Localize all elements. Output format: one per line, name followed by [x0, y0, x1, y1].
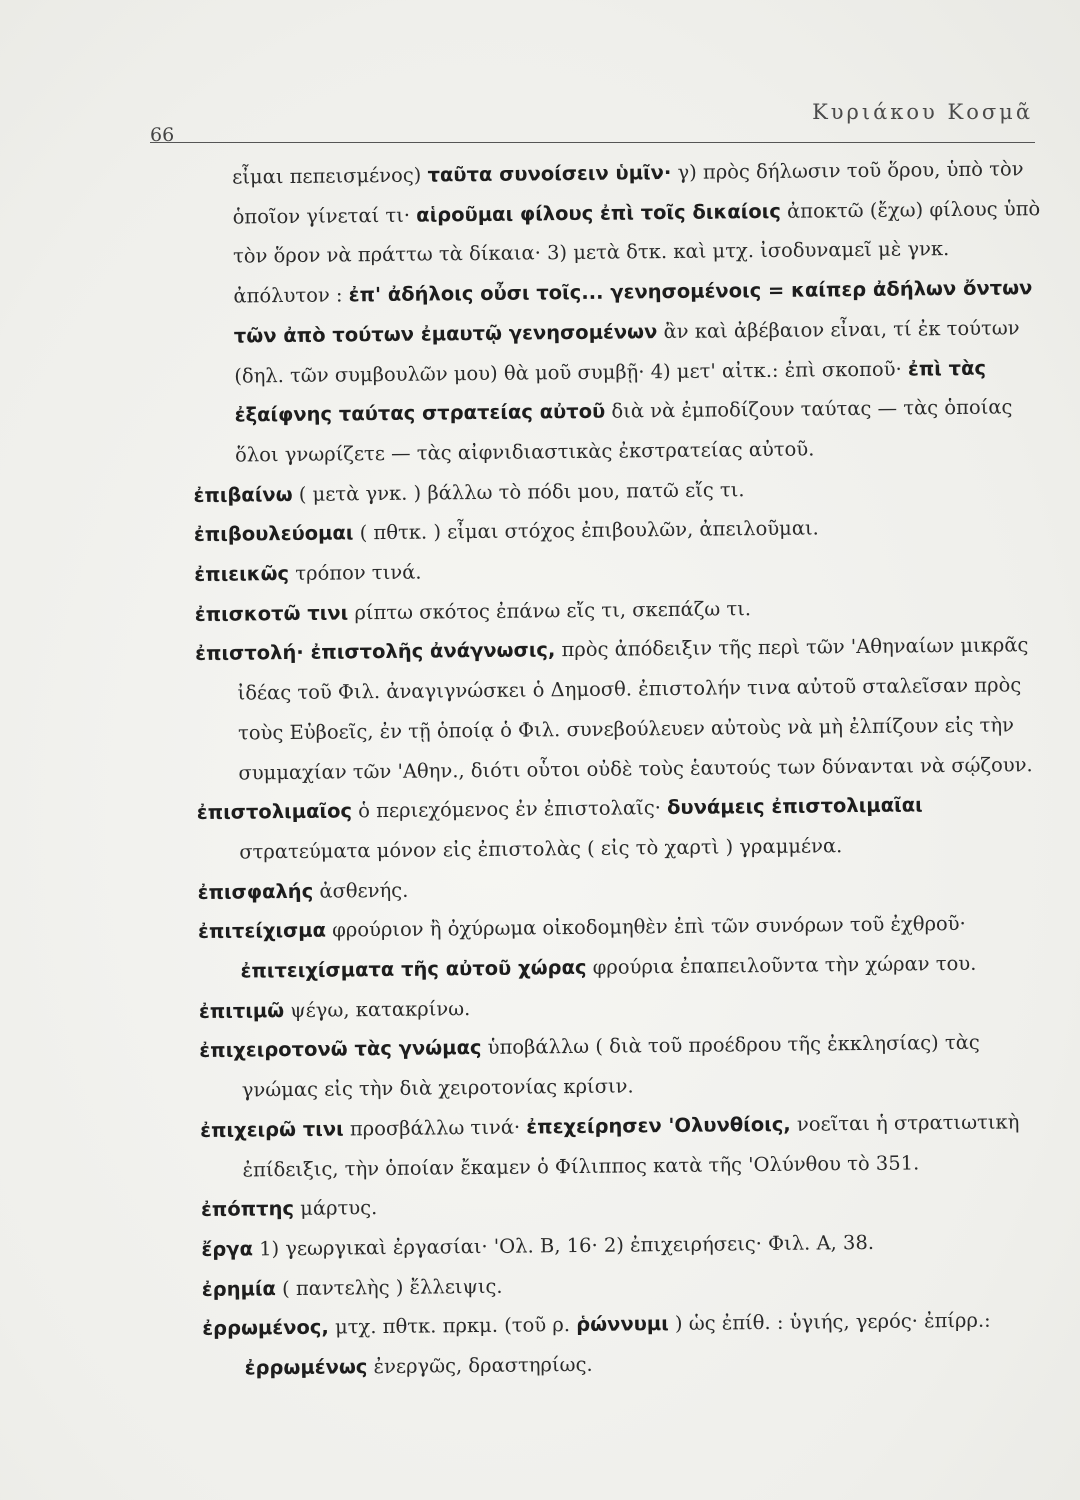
definition: νοεῖται ἡ στρατιωτικὴ ἐπίδειξις, τὴν ὁποίαν ἔκαμεν ὁ Φίλιππος κατὰ τῆς 'Ολύνθου τὸ 351.	[242, 1110, 1020, 1182]
headword: ἐπιτιμῶ	[198, 998, 285, 1023]
page-number: 66	[150, 124, 175, 146]
phrase: δυνάμεις ἐπιστολιμαῖαι	[666, 793, 923, 820]
definition: φρούρια ἐπαπειλοῦντα τὴν χώραν του.	[586, 951, 977, 979]
page-header	[150, 98, 1035, 146]
phrase: ἐρρωμένως	[244, 1355, 368, 1380]
definition: ρίπτω σκότος ἐπάνω εἴς τι, σκεπάζω τι.	[348, 596, 752, 625]
definition: 1) γεωργικαὶ ἐργασίαι· 'Ολ. Β, 16· 2) ἐπιχειρήσεις· Φιλ. Α, 38.	[252, 1230, 875, 1261]
definition: ὁ περιεχόμενος ἐν ἐπιστολαῖς·	[351, 796, 668, 823]
segment: διὰ νὰ ἐμποδίζουν ταύτας — τὰς ὁποίας ὅλοι γνωρίζετε — τὰς αἰφνιδιαστικὰς ἐκστρατείας αὐτοῦ.	[234, 395, 1013, 467]
definition: ψέγω, κατακρίνω.	[284, 996, 471, 1022]
phrase: ἐπὶ τὰς ἐξαίφνης ταύτας στρατείας αὐτοῦ	[234, 356, 987, 427]
entry-epiteichisma	[198, 903, 1049, 991]
headword: ἐρρωμένος,	[202, 1316, 329, 1341]
definition: στρατεύματα μόνον εἰς ἐπιστολὰς ( εἰς τὸ χαρτὶ ) γραμμένα.	[239, 834, 843, 864]
phrase: ἐπ' ἀδήλοις οὖσι τοῖς... γενησομένοις = καίπερ ἀδήλων ὄντων τῶν ἀπὸ τούτων ἐμαυτῷ γενησομένων	[233, 276, 1033, 348]
segment: γ) πρὸς δήλωσιν τοῦ ὅρου, ὑπὸ τὸν ὁποῖον γίνεταί τι·	[232, 157, 1024, 229]
definition: φρούριον ἢ ὀχύρωμα οἰκοδομηθὲν ἐπὶ τῶν συνόρων τοῦ ἐχθροῦ·	[325, 912, 966, 942]
headword: ἐπισφαλής	[197, 879, 314, 904]
segment: ἂν καὶ ἀβέβαιον εἶναι, τί ἐκ τούτων (δηλ. τῶν συμβουλῶν μου) θὰ μοῦ συμβῇ· 4) μετ' αἰτκ.: ἐπὶ σκοποῦ·	[234, 316, 1020, 388]
definition: ( παντελὴς ) ἔλλειψις.	[275, 1274, 503, 1300]
definition: πρὸς ἀπόδειξιν τῆς περὶ τῶν 'Αθηναίων μικρᾶς ἰδέας τοῦ Φιλ. ἀναγιγνώσκει ὁ Δημοσθ. ἐπιστολήν τινα αὐτοῦ σταλεῖσαν πρὸς τοὺς Εὐβοεῖς, ἐν τῇ ὁποίᾳ ὁ Φιλ. συνεβούλευεν αὐτοὺς νὰ μὴ ἐλπίζουν εἰς τὴν συμμαχίαν τῶν 'Αθην., διότι οὗτοι οὐδὲ τοὺς ἑαυτούς των δύνανται νὰ σῴζουν.	[237, 633, 1033, 785]
glossary-body	[190, 149, 1053, 1389]
headword: ἐπιτείχισμα	[197, 918, 327, 944]
definition: προσβάλλω τινά·	[343, 1115, 527, 1141]
definition: τρόπον τινά.	[288, 560, 422, 586]
segment: ἀποκτῶ (ἔχω) φίλους ὑπὸ τὸν ὅρον νὰ πράττω τὰ δίκαια· 3) μετὰ δτκ. καὶ μτχ. ἰσοδυναμεῖ μὲ γνκ. ἀπόλυτον :	[232, 196, 1041, 308]
phrase: ῥώννυμι	[576, 1312, 669, 1337]
definition: ἀσθενής.	[313, 878, 409, 903]
phrase: ταῦτα συνοίσειν ὑμῖν·	[427, 160, 672, 187]
entry-epicheirotono	[199, 1023, 1050, 1111]
definition: ὑποβάλλω ( διὰ τοῦ προέδρου τῆς ἐκκλησίας) τὰς γνώμας εἰς τὴν διὰ χειροτονίας κρίσιν.	[241, 1031, 980, 1102]
headword: ἔργα	[201, 1237, 254, 1261]
definition: ) ὡς ἐπίθ. : ὑγιής, γερός· ἐπίρρ.:	[668, 1309, 991, 1336]
headword: ἐπόπτης	[200, 1197, 295, 1222]
continuation-paragraph	[190, 149, 1043, 476]
phrase: αἱροῦμαι φίλους ἐπὶ τοῖς δικαίοις	[416, 199, 781, 227]
headword: ἐπισκοτῶ τινι	[194, 601, 349, 626]
headword: ἐπιχειροτονῶ τὰς γνώμας	[199, 1036, 482, 1063]
definition: ( πθτκ. ) εἶμαι στόχος ἐπιβουλῶν, ἀπειλοῦμαι.	[353, 516, 819, 545]
phrase: ἐπεχείρησεν 'Ολυνθίοις,	[526, 1112, 791, 1139]
headword: ἐπιχειρῶ τινι	[200, 1117, 344, 1142]
running-head: Κυριάκου Κοσμᾶ	[812, 100, 1033, 124]
segment: εἶμαι πεπεισμένος)	[232, 163, 428, 189]
headword: ἐπιβουλεύομαι	[193, 521, 354, 547]
definition: μάρτυς.	[293, 1196, 378, 1221]
entry-epicheiro	[200, 1102, 1051, 1190]
headword: ἐπιβαίνω	[193, 482, 293, 507]
headword: ἐπιστολιμαῖος	[196, 799, 353, 825]
phrase: ἐπιτειχίσματα τῆς αὐτοῦ χώρας	[240, 955, 587, 983]
definition: μτχ. πθτκ. πρκμ. (τοῦ ρ.	[328, 1313, 577, 1340]
entry-erromenos	[202, 1300, 1053, 1388]
definition: ἐνεργῶς, δραστηρίως.	[367, 1352, 593, 1379]
entry-epistole	[195, 626, 1047, 794]
headword: ἐπιεικῶς	[194, 562, 290, 587]
definition: ( μετὰ γνκ. ) βάλλω τὸ πόδι μου, πατῶ εἴς τι.	[292, 477, 745, 506]
entry-epistolimaios	[197, 784, 1048, 872]
headword: ἐρημία	[201, 1276, 277, 1301]
headword: ἐπιστολή· ἐπιστολῆς ἀνάγνωσις,	[195, 638, 556, 666]
